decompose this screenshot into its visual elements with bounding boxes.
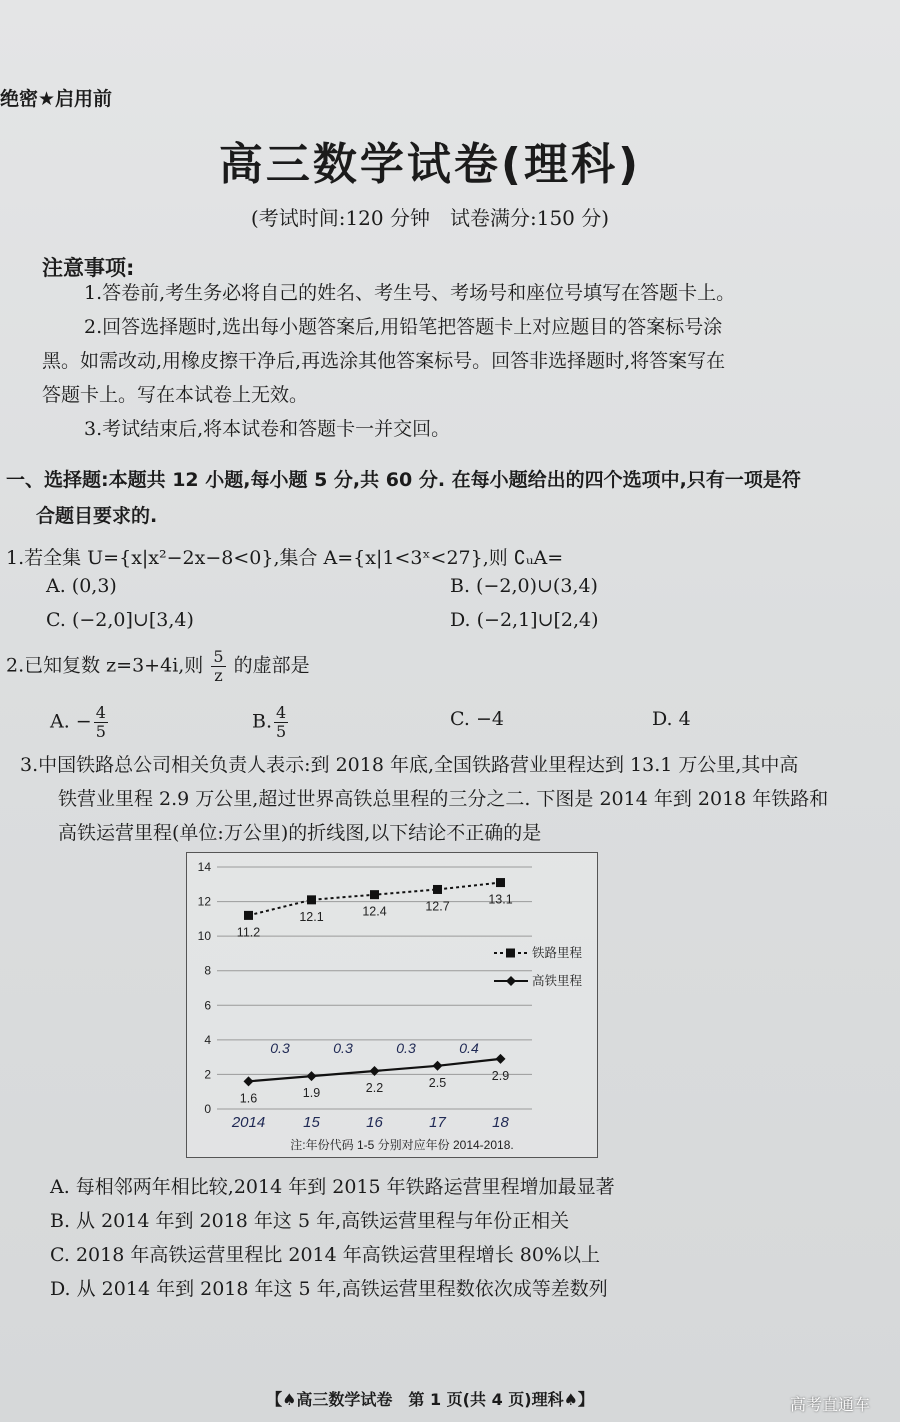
data-point-square: [496, 878, 505, 887]
handwritten-difference: 0.3: [333, 1040, 353, 1057]
q2-frac-den: z: [214, 666, 223, 685]
legend-label: 铁路里程: [532, 946, 583, 960]
note-item: 黑。如需改动,用橡皮擦干净后,再选涂其他答案标号。回答非选择题时,将答案写在: [42, 350, 726, 372]
exam-subtitle: (考试时间:120 分钟 试卷满分:150 分): [250, 206, 610, 230]
data-label: 11.2: [236, 925, 261, 940]
data-point-diamond: [244, 1076, 254, 1086]
data-label: 12.1: [299, 909, 324, 924]
note-item: 1.答卷前,考生务必将自己的姓名、考生号、考场号和座位号填写在答题卡上。: [84, 282, 736, 304]
q2-option-a-den: 5: [95, 722, 106, 741]
handwritten-year: 16: [366, 1114, 383, 1131]
q2-option-c: C. −4: [450, 708, 504, 730]
data-label: 12.4: [362, 904, 387, 919]
q1-option-a: A. (0,3): [46, 575, 117, 597]
q2-option-b: [252, 704, 290, 741]
y-tick-label: 10: [197, 929, 211, 944]
data-label: 2.9: [491, 1068, 510, 1083]
q2-option-b-num: 4: [276, 703, 287, 722]
q1-option-b: B. (−2,0)∪(3,4): [450, 575, 598, 597]
section-heading-line1: 一、选择题:本题共 12 小题,每小题 5 分,共 60 分. 在每小题给出的四个选项中,只有一项是符: [6, 469, 801, 491]
legend-marker: [506, 949, 515, 958]
data-label: 12.7: [425, 899, 450, 914]
y-tick-label: 8: [204, 963, 211, 978]
legend-marker: [506, 976, 516, 986]
question-1-stem: 1.若全集 U={x|x²−2x−8<0},集合 A={x|1<3ˣ<27},则 ∁ᵤA=: [6, 547, 564, 569]
q2-stem-pre: 2.已知复数 z=3+4i,则: [6, 654, 204, 677]
data-label: 1.9: [302, 1086, 321, 1101]
y-tick-label: 14: [197, 860, 211, 874]
q2-option-a-num: 4: [95, 703, 106, 722]
q3-option-a: A. 每相邻两年相比较,2014 年到 2015 年铁路运营里程增加最显著: [50, 1176, 615, 1198]
data-point-square: [244, 911, 253, 920]
y-tick-label: 6: [204, 998, 211, 1013]
q2-frac-num: 5: [213, 647, 224, 666]
page-footer: 【♠高三数学试卷 第 1 页(共 4 页)理科♠】: [266, 1390, 594, 1409]
data-point-square: [370, 890, 379, 899]
q3-option-b: B. 从 2014 年到 2018 年这 5 年,高铁运营里程与年份正相关: [50, 1210, 570, 1232]
note-item: 2.回答选择题时,选出每小题答案后,用铅笔把答题卡上对应题目的答案标号涂: [84, 316, 723, 338]
note-item: 答题卡上。写在本试卷上无效。: [42, 384, 309, 406]
data-point-diamond: [307, 1071, 317, 1081]
handwritten-year: 18: [492, 1114, 509, 1131]
data-point-square: [307, 895, 316, 904]
q2-option-b-fraction: [274, 704, 288, 741]
handwritten-year: 2014: [231, 1114, 266, 1131]
q2-option-a: [50, 704, 110, 741]
q2-option-d: D. 4: [652, 708, 691, 730]
data-label: 2.5: [428, 1075, 447, 1090]
data-label: 1.6: [239, 1091, 258, 1106]
q2-option-a-fraction: [94, 704, 108, 741]
railway-line-chart: [187, 853, 597, 1157]
q2-option-b-den: 5: [276, 722, 287, 741]
chart-note: 注:年份代码 1-5 分别对应年份 2014-2018.: [290, 1138, 514, 1152]
confidential-label: 绝密★启用前: [0, 88, 113, 110]
data-point-square: [433, 885, 442, 894]
question-3-line1: 3.中国铁路总公司相关负责人表示:到 2018 年底,全国铁路营业里程达到 13.1 万公里,其中高: [20, 754, 799, 776]
q2-fraction: [211, 648, 225, 685]
section-heading: [6, 462, 801, 534]
question-3-line2: 铁营业里程 2.9 万公里,超过世界高铁总里程的三分之二. 下图是 2014 年到 2018 年铁路和: [58, 788, 829, 810]
handwritten-difference: 0.4: [459, 1040, 479, 1057]
handwritten-year: 15: [303, 1114, 320, 1131]
y-tick-label: 4: [204, 1032, 211, 1047]
y-tick-label: 2: [204, 1067, 211, 1082]
question-3-line3: 高铁运营里程(单位:万公里)的折线图,以下结论不正确的是: [58, 822, 542, 844]
data-label: 2.2: [365, 1080, 384, 1095]
data-point-diamond: [433, 1061, 443, 1071]
notes-heading: 注意事项:: [42, 256, 135, 280]
data-label: 13.1: [488, 892, 513, 907]
question-2-stem: [6, 648, 310, 685]
legend-label: 高铁里程: [532, 974, 583, 988]
q2-option-a-prefix: A. −: [50, 710, 92, 733]
chart-frame: [186, 852, 598, 1158]
y-tick-label: 12: [197, 894, 211, 909]
y-tick-label: 0: [204, 1102, 211, 1116]
handwritten-year: 17: [429, 1114, 446, 1131]
note-item: 3.考试结束后,将本试卷和答题卡一并交回。: [84, 418, 451, 440]
handwritten-difference: 0.3: [270, 1040, 290, 1057]
section-heading-line2: 合题目要求的.: [36, 505, 158, 527]
q3-option-c: C. 2018 年高铁运营里程比 2014 年高铁运营里程增长 80%以上: [50, 1244, 601, 1266]
handwritten-difference: 0.3: [396, 1040, 416, 1057]
q3-option-d: D. 从 2014 年到 2018 年这 5 年,高铁运营里程数依次成等差数列: [50, 1278, 608, 1300]
q1-option-d: D. (−2,1]∪[2,4): [450, 609, 599, 631]
q1-option-c: C. (−2,0]∪[3,4): [46, 609, 194, 631]
data-point-diamond: [496, 1054, 506, 1064]
q2-option-b-prefix: B.: [252, 710, 273, 733]
page-title: 高三数学试卷(理科): [218, 139, 642, 190]
q2-stem-post: 的虚部是: [233, 654, 310, 677]
watermark-text: 高考直通车: [790, 1395, 871, 1414]
